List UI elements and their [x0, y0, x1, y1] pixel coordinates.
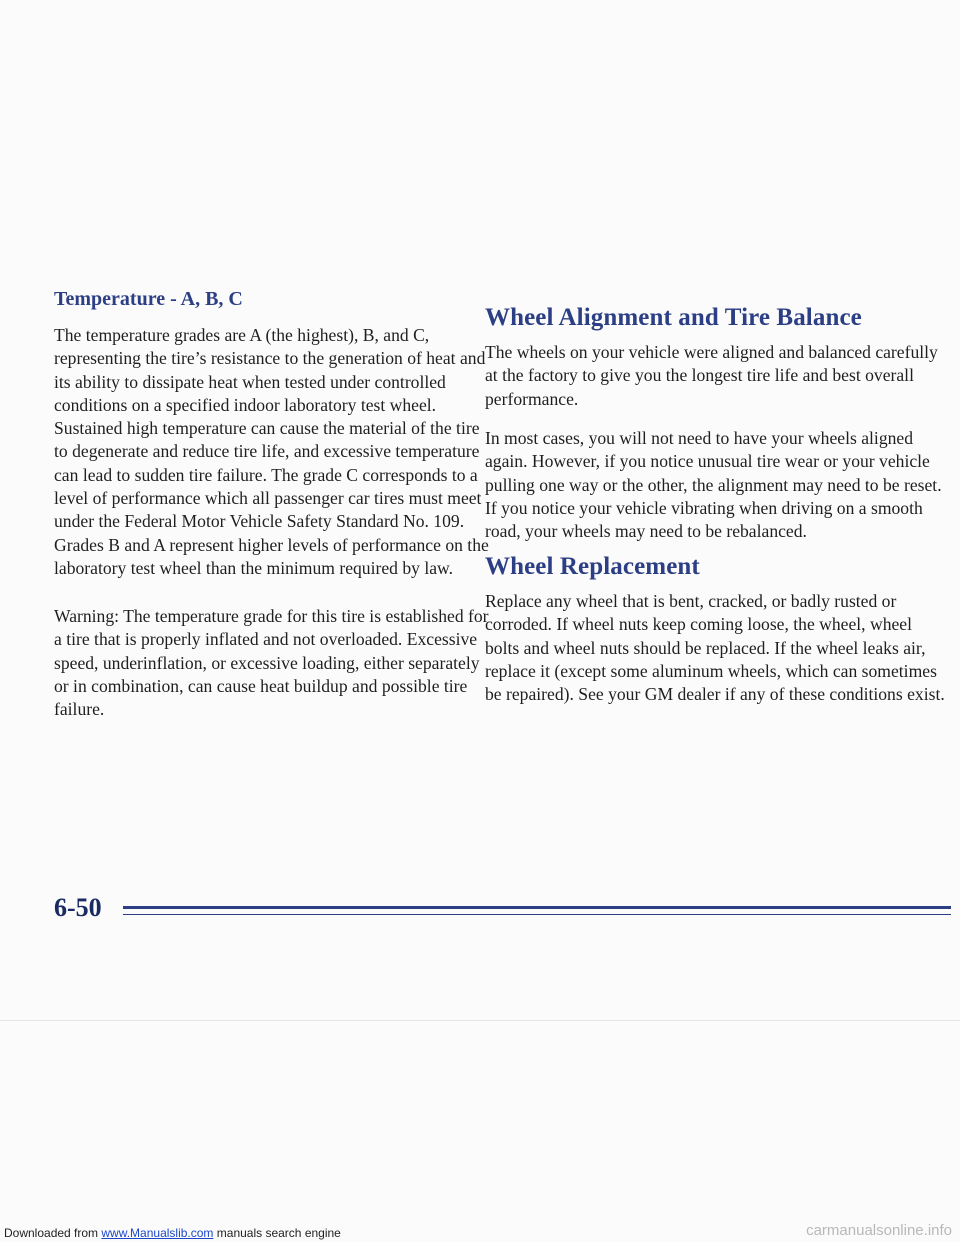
wheel-replacement-heading: Wheel Replacement [485, 553, 700, 580]
footer-rule-thick [123, 906, 951, 909]
temperature-paragraph: The temperature grades are A (the highest), B, and C, representing the tire’s resistance to the generation of heat and its ability to dissipate heat when tested under controlled conditions on a specified indoor laboratory test wheel. Sustained high temperature can cause the material of the tire to degenerate and reduce tire life, and excessive temperature can lead to sudden tire failure. The grade C corresponds to a level of performance which all passenger car tires must meet under the Federal Motor Vehicle Safety Standard No. 109. Grades B and A represent higher levels of performance on the laboratory test wheel than the minimum required by law. [54, 325, 489, 578]
footer-rule-thin [123, 914, 951, 915]
download-credit-suffix: manuals search engine [213, 1226, 341, 1240]
download-credit [4, 1226, 341, 1240]
warning-paragraph: Warning: The temperature grade for this tire is established for a tire that is properly inflated and not overloaded. Excessive speed, underinflation, or excessive loading, either separately or in combination, can cause heat buildup and possible tire failure. [54, 606, 489, 720]
alignment-paragraph-1: The wheels on your vehicle were aligned and balanced carefully at the factory to give you the longest tire life and best overall performance. [485, 342, 938, 409]
download-credit-prefix: Downloaded from [4, 1226, 102, 1240]
watermark-text: carmanualsonline.info [806, 1222, 952, 1239]
manualslib-link[interactable]: www.Manualslib.com [101, 1226, 214, 1240]
replacement-paragraph: Replace any wheel that is bent, cracked, or badly rusted or corroded. If wheel nuts keep coming loose, the wheel, wheel bolts and wheel nuts should be replaced. If the wheel leaks air, replace it (except some aluminum wheels, which can sometimes be repaired). See your GM dealer if any of these conditions exist. [485, 591, 945, 705]
scan-divider [0, 1020, 960, 1021]
page-number: 6-50 [54, 893, 102, 922]
wheel-alignment-heading: Wheel Alignment and Tire Balance [485, 304, 862, 331]
alignment-paragraph-2: In most cases, you will not need to have your wheels aligned again. However, if you notice unusual tire wear or your vehicle pulling one way or the other, the alignment may need to be reset. If you notice your vehicle vibrating when driving on a smooth road, your wheels may need to be rebalanced. [485, 428, 942, 542]
temperature-heading: Temperature - A, B, C [54, 288, 243, 310]
